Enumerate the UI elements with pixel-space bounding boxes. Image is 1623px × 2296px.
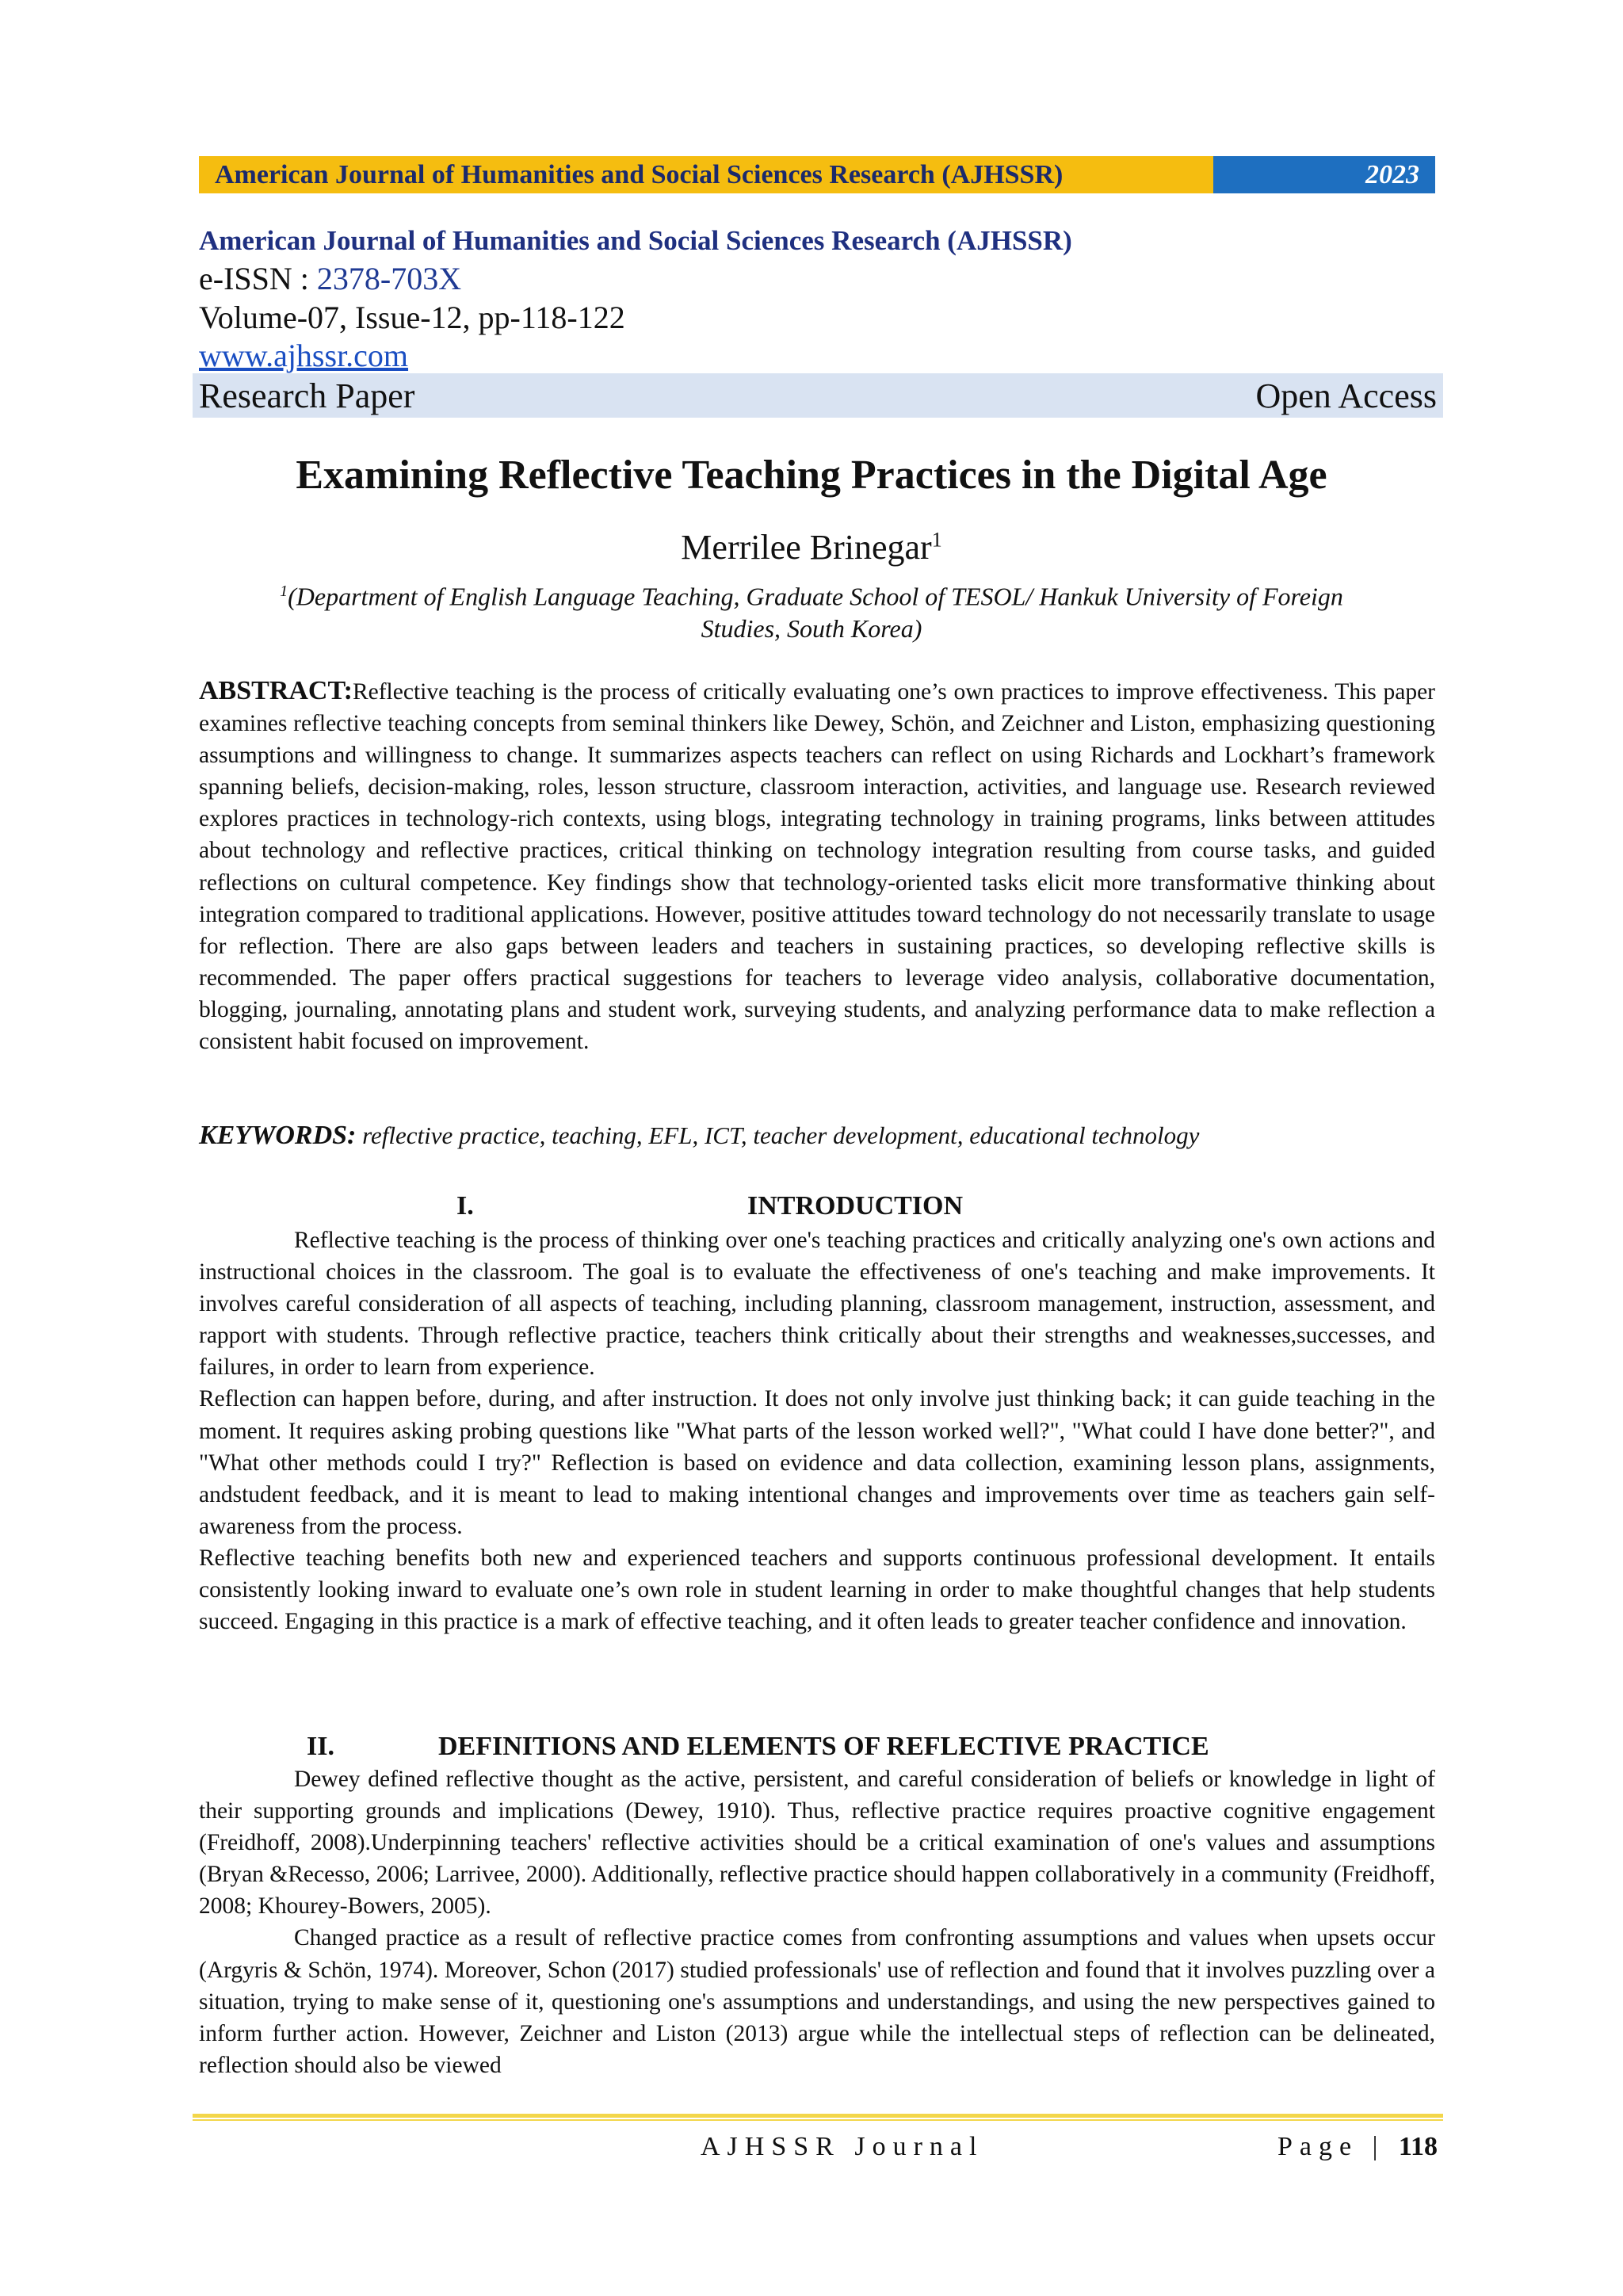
affiliation-line2: Studies, South Korea) xyxy=(701,613,922,643)
eissn-label: e-ISSN : xyxy=(199,261,317,296)
section-title: INTRODUCTION xyxy=(747,1191,964,1221)
paper-type-bar xyxy=(193,373,1443,418)
footer-rule xyxy=(193,2114,1443,2118)
paper-title: Examining Reflective Teaching Practices in the Digital Age xyxy=(296,453,1327,498)
affiliation-sup: 1 xyxy=(280,583,288,600)
affiliation xyxy=(0,575,1623,644)
volume-line: Volume-07, Issue-12, pp-118-122 xyxy=(199,300,625,335)
footer-page xyxy=(1277,2132,1438,2162)
section-heading-introduction xyxy=(199,1191,1435,1223)
section-body-introduction xyxy=(199,1224,1435,1637)
paper-type: Research Paper xyxy=(199,376,415,415)
eissn-line xyxy=(199,260,461,298)
header-journal-name: American Journal of Humanities and Social Sciences Research (AJHSSR) xyxy=(215,159,1064,189)
paragraph: Dewey defined reflective thought as the active, persistent, and careful consideration of beliefs or knowledge in light of their supporting grounds and implications (Dewey, 1910). Thus, reflective practice requires proactive cognitive engagement (Freidhoff, 2008).Underpinning teachers' reflective activities should be a critical examination of one's values and assumptions (Bryan &Recesso, 2006; Larrivee, 2000). Additionally, reflective practice should happen collaboratively in a community (Freidhoff, 2008; Khourey-Bowers, 2005). xyxy=(199,1767,1435,1920)
section-title: DEFINITIONS AND ELEMENTS OF REFLECTIVE PRACTICE xyxy=(438,1732,1209,1761)
footer-page-label: Page | xyxy=(1277,2132,1399,2161)
footer-rule-thin xyxy=(193,2119,1443,2121)
abstract-text: Reflective teaching is the process of critically evaluating one’s own practices to improve effectiveness. This paper examines reflective teaching concepts from seminal thinkers like Dewey, Schön, and Zeichner and Liston, emphasizing questioning assumptions and willingness to change. It summarizes aspects teachers can reflect on using Richards and Lockhart’s framework spanning beliefs, decision-making, roles, lesson structure, classroom interaction, activities, and language use. Research reviewed explores practices in technology-rich contexts, using blogs, integrating technology in training programs, links between attitudes about technology and reflective practices, critical thinking on technology integration resulting from course tasks, and guided reflections on cultural competence. Key findings show that technology-oriented tasks elicit more transformative thinking about integration compared to traditional applications. However, positive attitudes toward technology do not necessarily translate to usage for reflection. There are also gaps between leaders and teachers in sustaining practices, so developing reflective skills is recommended. The paper offers practical suggestions for teachers to leverage video analysis, collaborative documentation, blogging, journaling, annotating plans and student work, surveying students, and analyzing performance data to make reflection a consistent habit focused on improvement. xyxy=(199,679,1435,1055)
affiliation-line1: (Department of English Language Teaching, Graduate School of TESOL/ Hankuk University of Foreign xyxy=(288,582,1343,611)
access-type: Open Access xyxy=(1255,376,1437,415)
section-body-definitions xyxy=(199,1763,1435,2081)
journal-name: American Journal of Humanities and Social Sciences Research (AJHSSR) xyxy=(199,225,1072,256)
paragraph: Changed practice as a result of reflective practice comes from confronting assumptions and values when upsets occur (Argyris & Schön, 1974). Moreover, Schon (2017) studied professionals' use of reflection and found that it involves puzzling over a situation, trying to make sense of it, questioning one's assumptions and understandings, and using the new perspectives gained to inform further action. However, Zeichner and Liston (2013) argue while the intellectual steps of reflection can be delineated, reflection should also be viewed xyxy=(199,1925,1435,2078)
section-number: II. xyxy=(307,1732,334,1761)
author-line xyxy=(0,527,1623,567)
website-line xyxy=(199,337,408,375)
header-band xyxy=(199,156,1435,193)
website-link[interactable]: www.ajhssr.com xyxy=(199,338,409,373)
section-heading-definitions xyxy=(199,1732,1435,1763)
paragraph: Reflective teaching is the process of thinking over one's teaching practices and critically analyzing one's own actions and instructional choices in the classroom. The goal is to evaluate the effectiveness of one's teaching and make improvements. It involves careful consideration of all aspects of teaching, including planning, classroom management, instruction, assessment, and rapport with students. Through reflective practice, teachers think critically about their strengths and weaknesses,successes, and failures, in order to learn from experience. xyxy=(199,1228,1435,1381)
abstract xyxy=(199,675,1435,1057)
abstract-label: ABSTRACT: xyxy=(199,676,353,705)
author-sup: 1 xyxy=(931,528,942,552)
author-name: Merrilee Brinegar xyxy=(681,528,932,567)
paragraph: Reflective teaching benefits both new and experienced teachers and supports continuous professional development. It entails consistently looking inward to evaluate one’s own role in student learning in order to make thoughtful changes that help students succeed. Engaging in this practice is a mark of effective teaching, and it often leads to greater teacher confidence and innovation. xyxy=(199,1545,1435,1635)
paragraph: Reflection can happen before, during, and after instruction. It does not only involve just thinking back; it can guide teaching in the moment. It requires asking probing questions like "What parts of the lesson worked well?", "What could I have done better?", and "What other methods could I try?" Reflection is based on evidence and data collection, examining lesson plans, assignments, andstudent feedback, and it is meant to lead to making intentional changes and improvements over time as teachers gain self-awareness from the process. xyxy=(199,1386,1435,1539)
keywords-label: KEYWORDS: xyxy=(199,1121,357,1150)
keywords-text: reflective practice, teaching, EFL, ICT, teacher development, educational technology xyxy=(356,1121,1200,1149)
keywords xyxy=(199,1121,1467,1151)
eissn-value: 2378-703X xyxy=(316,261,462,296)
footer-journal: AJHSSR Journal xyxy=(701,2132,984,2161)
header-year: 2023 xyxy=(1365,159,1419,189)
section-number: I. xyxy=(456,1191,474,1221)
footer-page-number: 118 xyxy=(1398,2132,1438,2161)
